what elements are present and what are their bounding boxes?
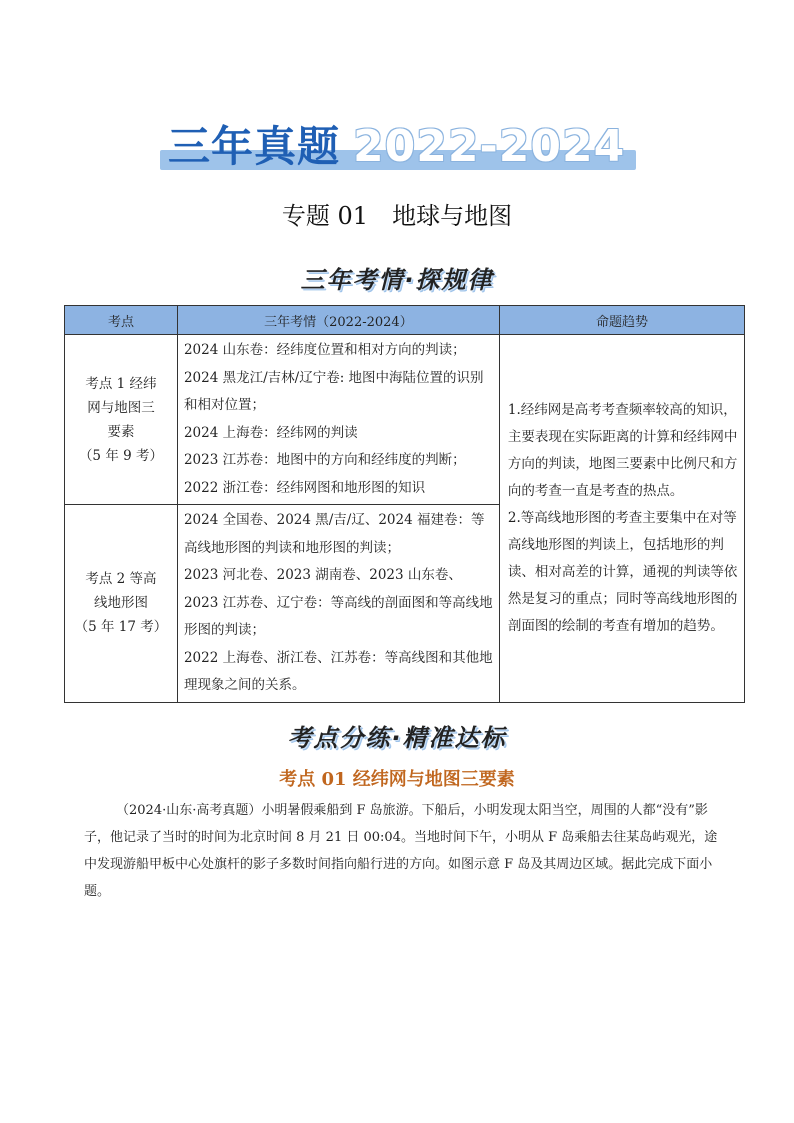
exam-item: 2024 山东卷：经纬度位置和相对方向的判读；	[183, 342, 466, 358]
point-cell	[65, 335, 178, 505]
trend-paragraph: 1.经纬网是高考考查频率较高的知识，主要表现在实际距离的计算和经纬网中方向的判读，地图三要素中比例尺和方向的考查一直是考查的热点。	[507, 401, 738, 499]
exam-item: 2023 江苏卷：地图中的方向和经纬度的判断；	[183, 452, 466, 468]
section-heading-exam-trends: 三年考情·探规律	[300, 266, 494, 294]
exams-cell	[177, 505, 499, 703]
topic-title: 专题 01 地球与地图	[281, 202, 513, 230]
exam-item: 2024 全国卷、2024 黑/吉/辽、2024 福建卷：等高线地形图的判读和地形图的判读；	[183, 512, 485, 556]
exam-item: 2023 河北卷、2023 湖南卷、2023 山东卷、2023 江苏卷、辽宁卷：等高线的剖面图和等高线地形图的判读；	[183, 567, 493, 638]
section-heading-practice: 考点分练·精准达标	[287, 724, 507, 752]
knowledge-point-title: 考点 01 经纬网与地图三要素	[279, 769, 515, 790]
banner-title-cn: 三年真题	[168, 122, 341, 171]
header-exams: 三年考情（2022-2024）	[177, 306, 499, 335]
header-point: 考点	[65, 306, 178, 335]
point-name: 考点 1 经纬网与地图三要素	[85, 375, 157, 440]
exam-item: 2022 上海卷、浙江卷、江苏卷：等高线图和其他地理现象之间的关系。	[183, 649, 493, 693]
exams-cell	[177, 335, 499, 505]
question-text: （2024·山东·高考真题）小明暑假乘船到 F 岛旅游。下船后，小明发现太阳当空，周围的人都“没有”影子，他记录了当时的时间为北京时间 8 月 21 日 00:04。当地时间下午，小明从 F 岛乘船去往某岛屿观光，途中发现游船甲板中心处旗杆的影子多数时间指向船行进的方向。如图示意 F 岛及其周边区域。据此完成下面小题。	[84, 803, 718, 899]
exam-analysis-table	[64, 305, 745, 703]
point-count: （5 年 17 考）	[74, 619, 168, 636]
header-trend: 命题趋势	[499, 306, 744, 335]
exam-item: 2024 黑龙江/吉林/辽宁卷: 地图中海陆位置的识别和相对位置；	[183, 369, 484, 413]
table-row	[65, 335, 745, 505]
trend-cell	[499, 335, 744, 703]
point-count: （5 年 9 考）	[78, 447, 163, 464]
point-name: 考点 2 等高线地形图	[85, 571, 157, 612]
title-banner	[160, 122, 636, 174]
table-header-row	[65, 306, 745, 335]
banner-title-years: 2022-2024	[353, 121, 626, 172]
exam-item: 2022 浙江卷：经纬网图和地形图的知识	[183, 479, 426, 496]
point-cell	[65, 505, 178, 703]
exam-item: 2024 上海卷：经纬网的判读	[183, 424, 358, 441]
trend-paragraph: 2.等高线地形图的考查主要集中在对等高线地形图的判读上，包括地形的判读、相对高差的计算，通视的判读等依然是复习的重点；同时等高线地形图的剖面图的绘制的考查有增加的趋势。	[507, 509, 738, 634]
